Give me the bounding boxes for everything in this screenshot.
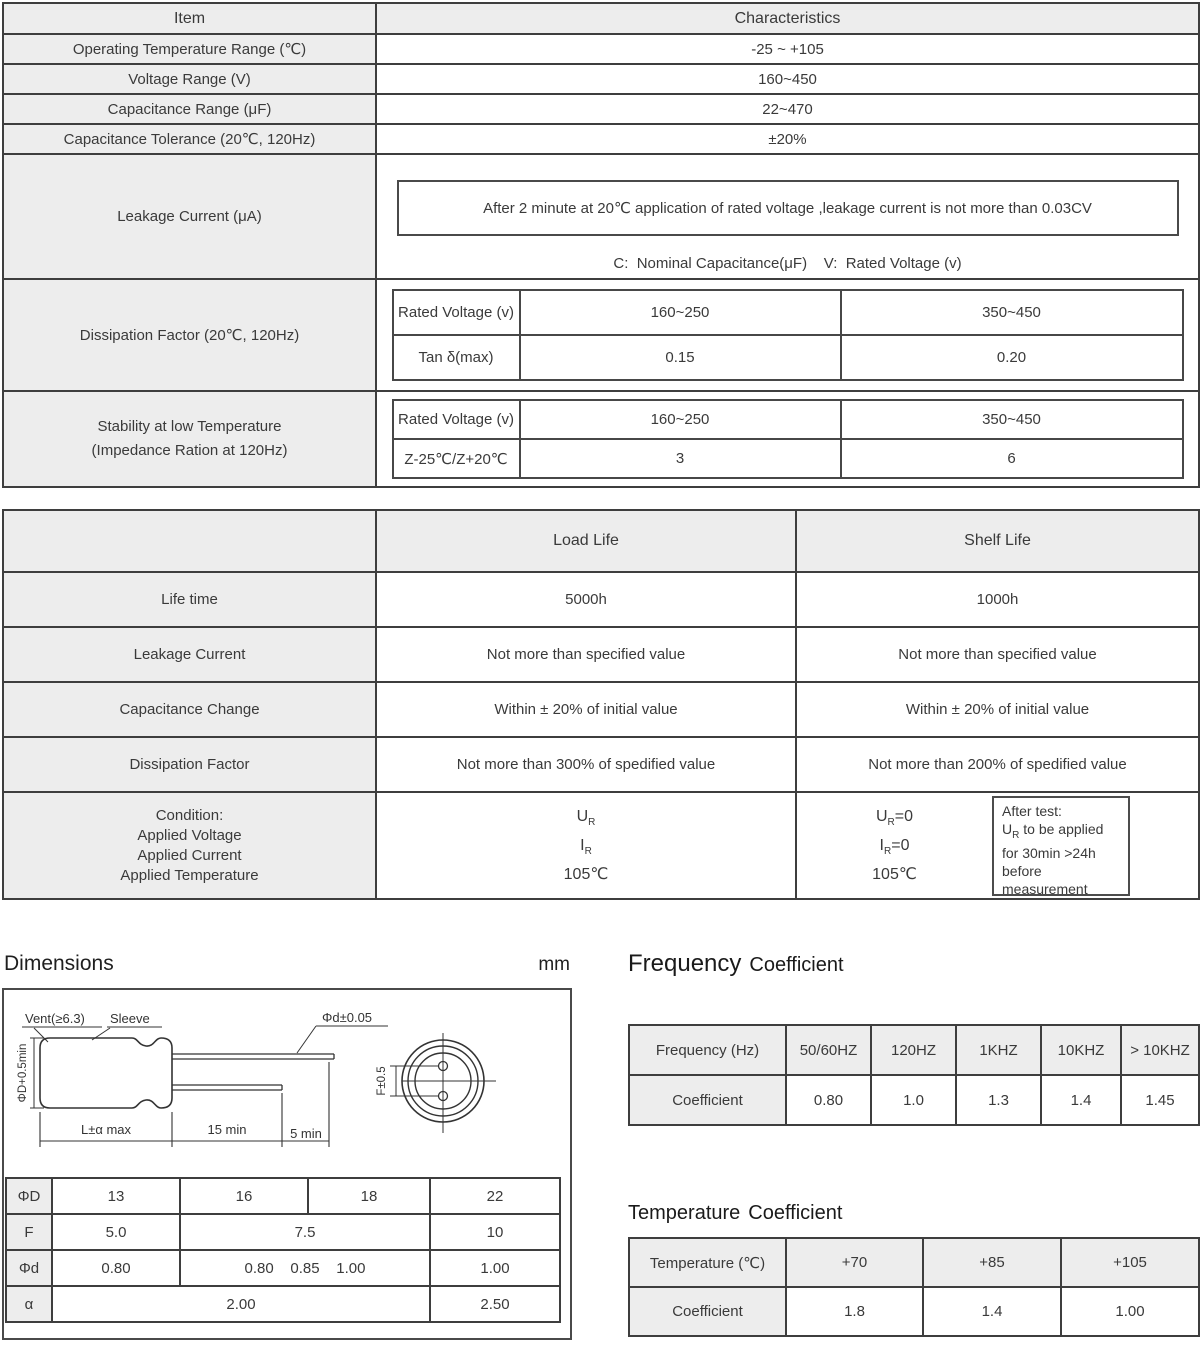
spec-header-item: Item (3, 3, 376, 34)
coefficients-section (628, 944, 1198, 1340)
capacitor-body (40, 1038, 172, 1108)
condition-label (3, 792, 376, 899)
spec-item-value: ±20% (376, 124, 1199, 154)
temperature-table (628, 1237, 1200, 1337)
body-dia-label: ΦD+0.5min (17, 1043, 29, 1103)
load-condition-voltage: $U_R$ (576, 807, 596, 828)
dim-value: 16 (180, 1178, 308, 1214)
dimensions-title: Dimensions (4, 952, 114, 975)
leakage-legend: C: Nominal Capacitance(μF) V: Rated Voltage (v) (613, 255, 962, 272)
bottom-section (2, 944, 1198, 1340)
frequency-header-row (629, 1025, 1199, 1075)
dim-value: 0.80 0.85 1.00 (180, 1250, 430, 1286)
life-row-capacitance-change (3, 682, 1199, 737)
coefficient-value: 1.8 (786, 1287, 923, 1336)
shelf-condition-current: $I_R=0$ (879, 837, 910, 858)
datasheet-page (2, 2, 1198, 1340)
dim-row-label: ΦD (6, 1178, 52, 1214)
rated-voltage-label: Rated Voltage (v) (393, 290, 520, 335)
shelf-condition-cell (796, 792, 1199, 899)
spec-item-label: Capacitance Range (μF) (3, 94, 376, 124)
after-test-note-box (992, 796, 1130, 896)
dimensions-unit: mm (538, 954, 570, 975)
dim-row-alpha (6, 1286, 560, 1322)
frequency-title-sub: Coefficient (749, 954, 844, 976)
frequency-value: 1KHZ (956, 1025, 1041, 1075)
coefficient-value: 1.4 (1041, 1075, 1121, 1125)
dim-value: 13 (52, 1178, 180, 1214)
stability-label-line2: (Impedance Ration at 120Hz) (91, 442, 288, 459)
dissipation-tan-row (393, 335, 1183, 380)
life-table (2, 509, 1200, 900)
dim-value: 2.50 (430, 1286, 560, 1322)
top-lead (172, 1054, 334, 1059)
life-row-label: Life time (3, 572, 376, 627)
load-life-value: 5000h (376, 572, 796, 627)
voltage-range-2: 350~450 (841, 400, 1183, 439)
shelf-life-value: 1000h (796, 572, 1199, 627)
life-row-lifetime (3, 572, 1199, 627)
shelf-condition-voltage: $U_R=0$ (875, 807, 914, 828)
frequency-table (628, 1024, 1200, 1126)
coefficient-row-label: Coefficient (629, 1287, 786, 1336)
dim-value: 7.5 (180, 1214, 430, 1250)
after-test-line: $U_R$ to be applied (1002, 820, 1104, 841)
spec-item-label: Dissipation Factor (20℃, 120Hz) (3, 279, 376, 391)
dimensions-table (5, 1177, 561, 1323)
load-life-value: Within ± 20% of initial value (376, 682, 796, 737)
condition-line: Applied Voltage (137, 826, 242, 844)
lead-tip-label: 5 min (290, 1126, 322, 1141)
tan-delta-2: 0.20 (841, 335, 1183, 380)
dim-value: 18 (308, 1178, 430, 1214)
body-dia-dimension (30, 1038, 44, 1108)
dim-row-diameter (6, 1178, 560, 1214)
frequency-coefficient-row (629, 1075, 1199, 1125)
temperature-value: +70 (786, 1238, 923, 1287)
condition-line: Applied Current (137, 846, 242, 864)
life-row-label: Capacitance Change (3, 682, 376, 737)
spec-row-leakage (3, 154, 1199, 279)
tan-delta-label: Tan δ(max) (393, 335, 520, 380)
frequency-value: 120HZ (871, 1025, 956, 1075)
lead-length-label: 15 min (207, 1122, 247, 1137)
capacitor-drawing (4, 990, 570, 1177)
spec-row-voltage (3, 64, 1199, 94)
spec-item-label: Voltage Range (V) (3, 64, 376, 94)
after-test-line: for 30min >24h (1002, 845, 1096, 862)
spec-header-characteristics: Characteristics (376, 3, 1199, 34)
lead-dia-label: Φd±0.05 (322, 1010, 373, 1025)
load-condition-cell (376, 792, 796, 899)
dimensions-box (2, 988, 572, 1340)
shelf-life-value: Within ± 20% of initial value (796, 682, 1199, 737)
leakage-note-box: After 2 minute at 20℃ application of rated voltage ,leakage current is not more than 0.03CV (397, 180, 1179, 236)
load-condition-current: $I_R$ (580, 837, 592, 858)
frequency-title-main: Frequency (628, 950, 742, 977)
leakage-characteristics-cell (376, 154, 1199, 279)
load-life-value: Not more than 300% of spedified value (376, 737, 796, 792)
shelf-condition-text (797, 805, 992, 886)
temperature-row-label: Temperature (℃) (629, 1238, 786, 1287)
dim-row-label: F (6, 1214, 52, 1250)
frequency-value: 10KHZ (1041, 1025, 1121, 1075)
temperature-header-row (629, 1238, 1199, 1287)
coefficient-value: 1.4 (923, 1287, 1061, 1336)
life-row-label: Dissipation Factor (3, 737, 376, 792)
dim-value: 22 (430, 1178, 560, 1214)
spec-item-label: Leakage Current (μA) (3, 154, 376, 279)
spec-row-stability (3, 391, 1199, 487)
sleeve-label: Sleeve (110, 1011, 150, 1026)
life-row-dissipation (3, 737, 1199, 792)
stability-label-line1: Stability at low Temperature (97, 418, 282, 435)
voltage-range-1: 160~250 (520, 290, 841, 335)
stability-impedance-row (393, 439, 1183, 478)
load-life-value: Not more than specified value (376, 627, 796, 682)
after-test-line: before (1002, 863, 1042, 880)
dissipation-table (392, 289, 1184, 381)
shelf-life-header: Shelf Life (796, 510, 1199, 572)
dim-value: 10 (430, 1214, 560, 1250)
coefficient-value: 1.3 (956, 1075, 1041, 1125)
coefficient-value: 1.45 (1121, 1075, 1199, 1125)
temperature-value: +85 (923, 1238, 1061, 1287)
life-row-label: Leakage Current (3, 627, 376, 682)
spec-item-value: 22~470 (376, 94, 1199, 124)
temperature-title-sub: Coefficient (748, 1202, 843, 1224)
body-length-label: L±α max (80, 1122, 132, 1137)
load-condition-temperature: 105℃ (563, 866, 609, 884)
temperature-title-main: Temperature (628, 1202, 741, 1224)
stability-cell (376, 391, 1199, 487)
life-row-condition (3, 792, 1199, 899)
coefficient-value: 1.00 (1061, 1287, 1199, 1336)
coefficient-row-label: Coefficient (629, 1075, 786, 1125)
spec-table (2, 2, 1200, 488)
bottom-lead (172, 1085, 282, 1090)
dimensions-section (2, 944, 572, 1340)
frequency-row-label: Frequency (Hz) (629, 1025, 786, 1075)
coefficient-value: 0.80 (786, 1075, 871, 1125)
temperature-coefficient-title (628, 1202, 1198, 1225)
spec-item-label (3, 391, 376, 487)
shelf-life-value: Not more than specified value (796, 627, 1199, 682)
shelf-condition-temperature: 105℃ (872, 866, 917, 884)
frequency-value: 50/60HZ (786, 1025, 871, 1075)
spec-row-capacitance (3, 94, 1199, 124)
condition-line: Condition: (155, 806, 224, 824)
dim-row-label: α (6, 1286, 52, 1322)
spec-item-value: -25 ~ +105 (376, 34, 1199, 64)
life-row-leakage (3, 627, 1199, 682)
dim-value: 1.00 (430, 1250, 560, 1286)
dim-row-lead-dia (6, 1250, 560, 1286)
frequency-value: > 10KHZ (1121, 1025, 1199, 1075)
spec-item-label: Operating Temperature Range (℃) (3, 34, 376, 64)
stability-voltage-row (393, 400, 1183, 439)
spec-item-label: Capacitance Tolerance (20℃, 120Hz) (3, 124, 376, 154)
lead-spacing-label: F±0.5 (376, 1066, 388, 1096)
frequency-coefficient-title (628, 950, 1198, 978)
shelf-life-value: Not more than 200% of spedified value (796, 737, 1199, 792)
spec-item-value: 160~450 (376, 64, 1199, 94)
spec-row-temperature (3, 34, 1199, 64)
temperature-coefficient-row (629, 1287, 1199, 1336)
spec-row-dissipation (3, 279, 1199, 391)
vent-leader-line (34, 1028, 48, 1042)
lead-dia-leader-line (297, 1026, 316, 1053)
vent-label: Vent(≥6.3) (25, 1011, 85, 1026)
impedance-value-1: 3 (520, 439, 841, 478)
dim-value: 5.0 (52, 1214, 180, 1250)
dim-row-f (6, 1214, 560, 1250)
voltage-range-1: 160~250 (520, 400, 841, 439)
dim-value: 2.00 (52, 1286, 430, 1322)
coefficient-value: 1.0 (871, 1075, 956, 1125)
life-header-row (3, 510, 1199, 572)
after-test-line: After test: (1002, 802, 1062, 819)
tan-delta-1: 0.15 (520, 335, 841, 380)
life-header-empty (3, 510, 376, 572)
impedance-ratio-label: Z-25℃/Z+20℃ (393, 439, 520, 478)
dim-row-label: Φd (6, 1250, 52, 1286)
spec-header-row (3, 3, 1199, 34)
load-life-header: Load Life (376, 510, 796, 572)
dissipation-cell (376, 279, 1199, 391)
spec-row-tolerance (3, 124, 1199, 154)
dissipation-voltage-row (393, 290, 1183, 335)
voltage-range-2: 350~450 (841, 290, 1183, 335)
after-test-line: measurement (1002, 881, 1088, 898)
rated-voltage-label: Rated Voltage (v) (393, 400, 520, 439)
dim-value: 0.80 (52, 1250, 180, 1286)
stability-table (392, 399, 1184, 479)
condition-line: Applied Temperature (120, 866, 259, 884)
temperature-value: +105 (1061, 1238, 1199, 1287)
end-view-crosshair (402, 1033, 496, 1133)
impedance-value-2: 6 (841, 439, 1183, 478)
dimensions-title-row (2, 944, 572, 976)
